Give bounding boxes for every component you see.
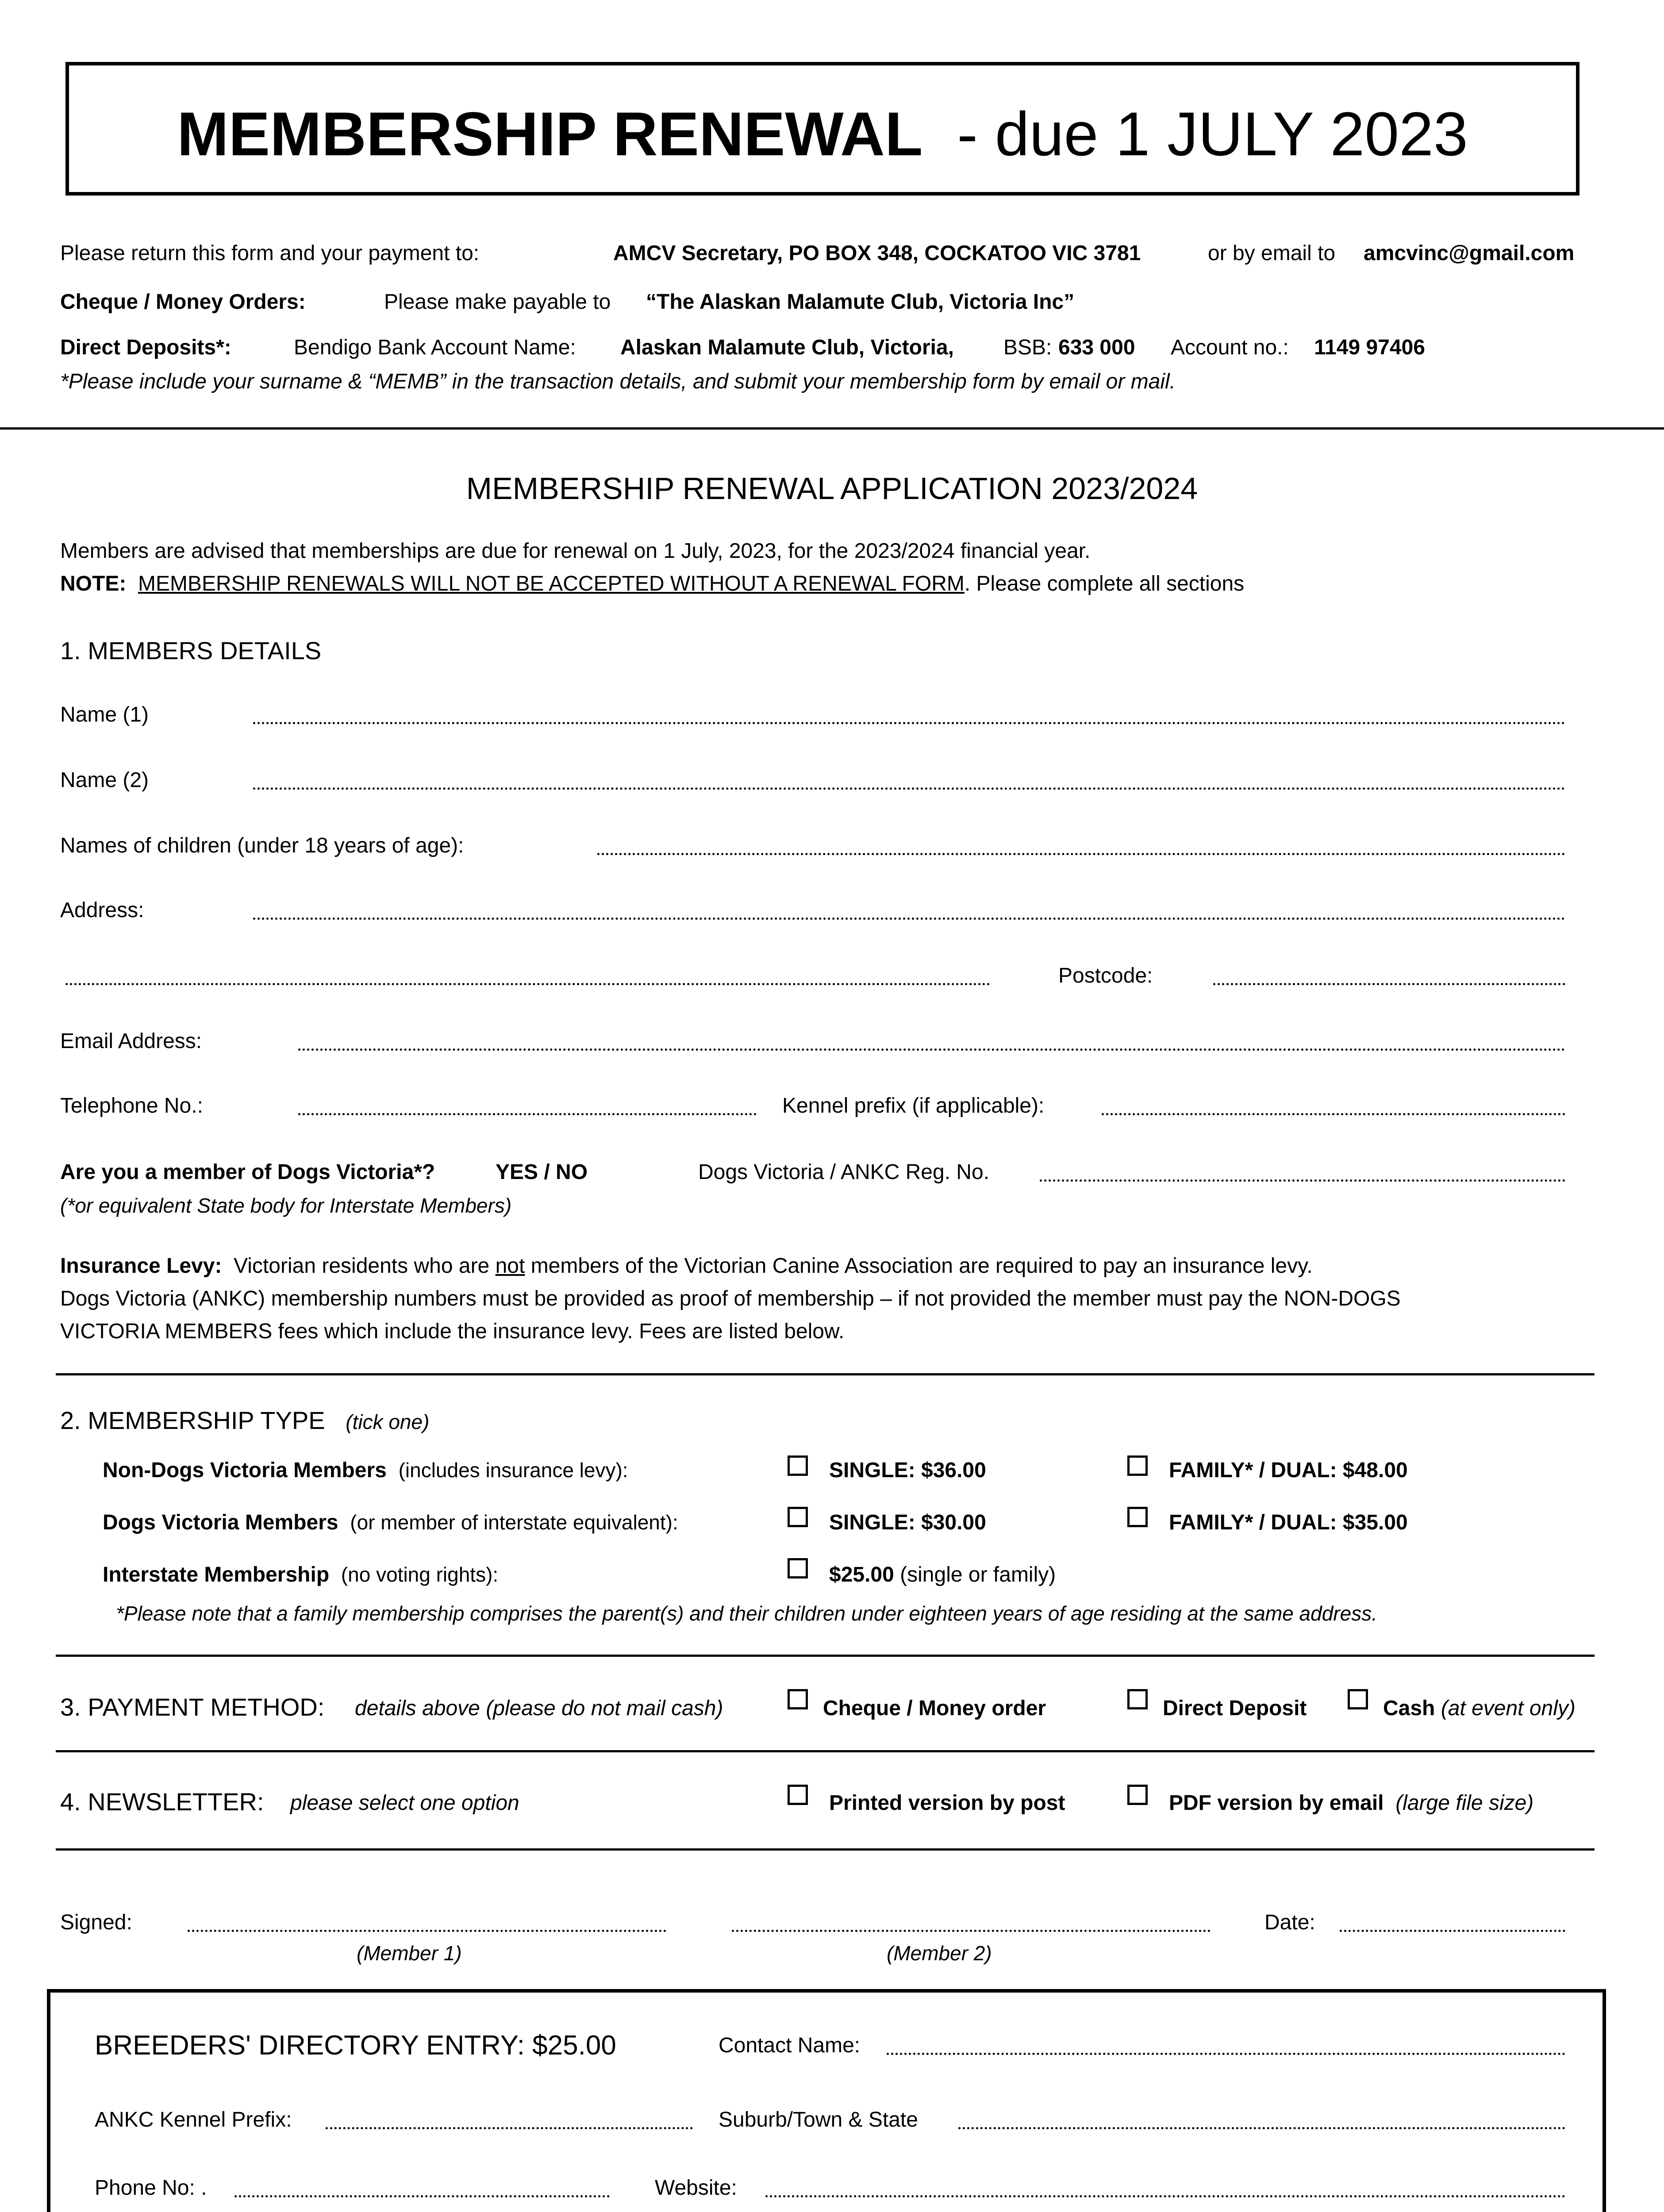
- signature-member1-field[interactable]: [188, 1930, 666, 1932]
- section4-title: 4. NEWSLETTER:: [60, 1788, 264, 1816]
- type-row-sub: (no voting rights):: [341, 1563, 499, 1586]
- pdf-newsletter-sub: (large file size): [1395, 1791, 1534, 1815]
- interstate-checkbox[interactable]: [788, 1558, 808, 1578]
- breeders-directory-box: [47, 1989, 1606, 2212]
- deposit-bank: Bendigo Bank Account Name:: [294, 336, 576, 359]
- postcode-field[interactable]: [1213, 983, 1565, 985]
- deposit-label: Direct Deposits*:: [60, 336, 231, 359]
- single-36-checkbox[interactable]: [788, 1455, 808, 1476]
- section-divider: [56, 1655, 1595, 1657]
- return-lead: Please return this form and your payment to:: [60, 242, 480, 265]
- interstate-sub: (single or family): [900, 1563, 1056, 1586]
- printed-newsletter-label: Printed version by post: [829, 1791, 1065, 1815]
- section-divider: [56, 1750, 1595, 1752]
- return-or-email: or by email to: [1208, 242, 1336, 265]
- dogs-vic-question: Are you a member of Dogs Victoria*?: [60, 1160, 435, 1184]
- levy-text-b: members of the Victorian Canine Association are required to pay an insurance levy.: [530, 1254, 1313, 1278]
- kennel-field[interactable]: [1102, 1113, 1565, 1115]
- family-35-label: FAMILY* / DUAL: $35.00: [1169, 1511, 1408, 1534]
- divider: [0, 427, 1664, 430]
- cash-sub: (at event only): [1441, 1697, 1576, 1720]
- direct-deposit-label: Direct Deposit: [1163, 1697, 1307, 1720]
- interstate-option: [829, 1563, 1056, 1587]
- single-36-label: SINGLE: $36.00: [829, 1459, 986, 1482]
- note-underlined: MEMBERSHIP RENEWALS WILL NOT BE ACCEPTED WITHOUT A RENEWAL FORM: [138, 572, 965, 595]
- deposit-acct: 1149 97406: [1314, 336, 1425, 359]
- levy-line2: Dogs Victoria (ANKC) membership numbers must be provided as proof of membership – if not provided the member must pay the NON-DOGS: [60, 1287, 1401, 1310]
- name2-field[interactable]: [253, 787, 1565, 790]
- children-label: Names of children (under 18 years of age):: [60, 834, 464, 857]
- application-heading: MEMBERSHIP RENEWAL APPLICATION 2023/2024: [466, 471, 1198, 506]
- return-email[interactable]: amcvinc@gmail.com: [1364, 242, 1575, 265]
- type-row-interstate: [103, 1563, 498, 1587]
- breeders-title: BREEDERS' DIRECTORY ENTRY: $25.00: [95, 2030, 616, 2061]
- cash-option: [1383, 1696, 1576, 1720]
- cash-label: Cash: [1383, 1697, 1435, 1720]
- reg-no-label: Dogs Victoria / ANKC Reg. No.: [698, 1160, 990, 1184]
- telephone-field[interactable]: [298, 1113, 757, 1115]
- type-row-sub: (includes insurance levy):: [398, 1459, 628, 1482]
- levy-text-a: Victorian residents who are: [234, 1254, 490, 1278]
- reg-no-field[interactable]: [1040, 1179, 1565, 1182]
- cheque-label: Cheque / Money Orders:: [60, 290, 306, 314]
- yes-no-choice[interactable]: YES / NO: [496, 1160, 588, 1184]
- website-label: Website:: [655, 2176, 737, 2200]
- email-label: Email Address:: [60, 1029, 202, 1053]
- email-field[interactable]: [298, 1048, 1565, 1051]
- deposit-bsb-label: BSB:: [1003, 336, 1052, 359]
- section2-title: [60, 1406, 429, 1435]
- section3-detail: details above (please do not mail cash): [355, 1697, 723, 1720]
- cash-checkbox[interactable]: [1348, 1689, 1368, 1709]
- title-date: - due 1 JULY 2023: [957, 99, 1468, 169]
- section1-title: 1. MEMBERS DETAILS: [60, 637, 322, 664]
- phone-field[interactable]: [234, 2195, 610, 2197]
- family-48-checkbox[interactable]: [1127, 1455, 1148, 1476]
- suburb-label: Suburb/Town & State: [719, 2108, 918, 2131]
- name1-label: Name (1): [60, 703, 149, 726]
- cheque-payee: “The Alaskan Malamute Club, Victoria Inc”: [646, 290, 1075, 314]
- note-rest: . Please complete all sections: [964, 572, 1245, 595]
- deposit-acct-label: Account no.:: [1171, 336, 1289, 359]
- member1-caption: (Member 1): [357, 1942, 462, 1965]
- note-label: NOTE:: [60, 572, 127, 595]
- section4-detail: please select one option: [290, 1791, 519, 1815]
- member2-caption: (Member 2): [887, 1942, 992, 1965]
- title-box: [65, 62, 1579, 196]
- address-line2-field[interactable]: [65, 983, 990, 985]
- telephone-label: Telephone No.:: [60, 1094, 203, 1118]
- pdf-newsletter-label: PDF version by email: [1169, 1791, 1384, 1815]
- date-label: Date:: [1264, 1911, 1315, 1934]
- type-row-dogs: [103, 1510, 678, 1535]
- suburb-field[interactable]: [958, 2127, 1565, 2129]
- deposit-account-name: Alaskan Malamute Club, Victoria,: [620, 336, 954, 359]
- section2-heading: 2. MEMBERSHIP TYPE: [60, 1406, 325, 1434]
- interstate-price: $25.00: [829, 1563, 894, 1586]
- pdf-newsletter-option: [1169, 1791, 1533, 1815]
- application-note: [60, 572, 1244, 596]
- equivalent-note: (*or equivalent State body for Interstate Members): [60, 1194, 512, 1217]
- kennel-label: Kennel prefix (if applicable):: [782, 1094, 1045, 1118]
- levy-not: not: [495, 1254, 525, 1278]
- direct-deposit-checkbox[interactable]: [1127, 1689, 1148, 1709]
- levy-line3: VICTORIA MEMBERS fees which include the insurance levy. Fees are listed below.: [60, 1320, 845, 1343]
- return-address: AMCV Secretary, PO BOX 348, COCKATOO VIC 3781: [613, 242, 1141, 265]
- cheque-option-label: Cheque / Money order: [823, 1697, 1046, 1720]
- date-field[interactable]: [1340, 1930, 1565, 1932]
- deposit-bsb: 633 000: [1058, 336, 1135, 359]
- cheque-checkbox[interactable]: [788, 1689, 808, 1709]
- pdf-newsletter-checkbox[interactable]: [1127, 1785, 1148, 1805]
- address-label: Address:: [60, 899, 144, 922]
- kennel-prefix-label: ANKC Kennel Prefix:: [95, 2108, 292, 2131]
- levy-line1: [60, 1254, 1313, 1278]
- signature-member2-field[interactable]: [732, 1930, 1211, 1932]
- type-row-label: Non-Dogs Victoria Members: [103, 1459, 387, 1482]
- application-advice: Members are advised that memberships are due for renewal on 1 July, 2023, for the 2023/2024 financial year.: [60, 539, 1091, 563]
- address-field[interactable]: [253, 918, 1565, 920]
- family-35-checkbox[interactable]: [1127, 1507, 1148, 1527]
- section-divider: [56, 1373, 1595, 1375]
- name2-label: Name (2): [60, 768, 149, 792]
- family-note: *Please note that a family membership comprises the parent(s) and their children under eighteen years of age residing at the same address.: [116, 1602, 1377, 1625]
- contact-name-label: Contact Name:: [719, 2034, 861, 2057]
- section-divider: [56, 1848, 1595, 1851]
- single-30-checkbox[interactable]: [788, 1507, 808, 1527]
- kennel-prefix-field[interactable]: [326, 2127, 693, 2129]
- website-field[interactable]: [765, 2195, 1565, 2197]
- phone-label: Phone No: .: [95, 2176, 207, 2200]
- signed-label: Signed:: [60, 1911, 132, 1934]
- title-bold: MEMBERSHIP RENEWAL: [177, 99, 923, 169]
- type-row-sub: (or member of interstate equivalent):: [350, 1511, 678, 1534]
- cheque-text: Please make payable to: [384, 290, 611, 314]
- page-title: [69, 101, 1576, 167]
- deposit-note: *Please include your surname & “MEMB” in the transaction details, and submit your membership form by email or mail.: [60, 370, 1176, 393]
- single-30-label: SINGLE: $30.00: [829, 1511, 986, 1534]
- contact-name-field[interactable]: [887, 2053, 1565, 2055]
- levy-label: Insurance Levy:: [60, 1254, 222, 1278]
- section3-title: 3. PAYMENT METHOD:: [60, 1693, 325, 1721]
- family-48-label: FAMILY* / DUAL: $48.00: [1169, 1459, 1408, 1482]
- printed-newsletter-checkbox[interactable]: [788, 1785, 808, 1805]
- type-row-label: Dogs Victoria Members: [103, 1511, 338, 1534]
- type-row-label: Interstate Membership: [103, 1563, 330, 1586]
- postcode-label: Postcode:: [1058, 964, 1153, 987]
- name1-field[interactable]: [253, 722, 1565, 724]
- children-field[interactable]: [597, 853, 1565, 855]
- type-row-non-dogs: [103, 1458, 628, 1482]
- section2-tick: (tick one): [346, 1410, 430, 1433]
